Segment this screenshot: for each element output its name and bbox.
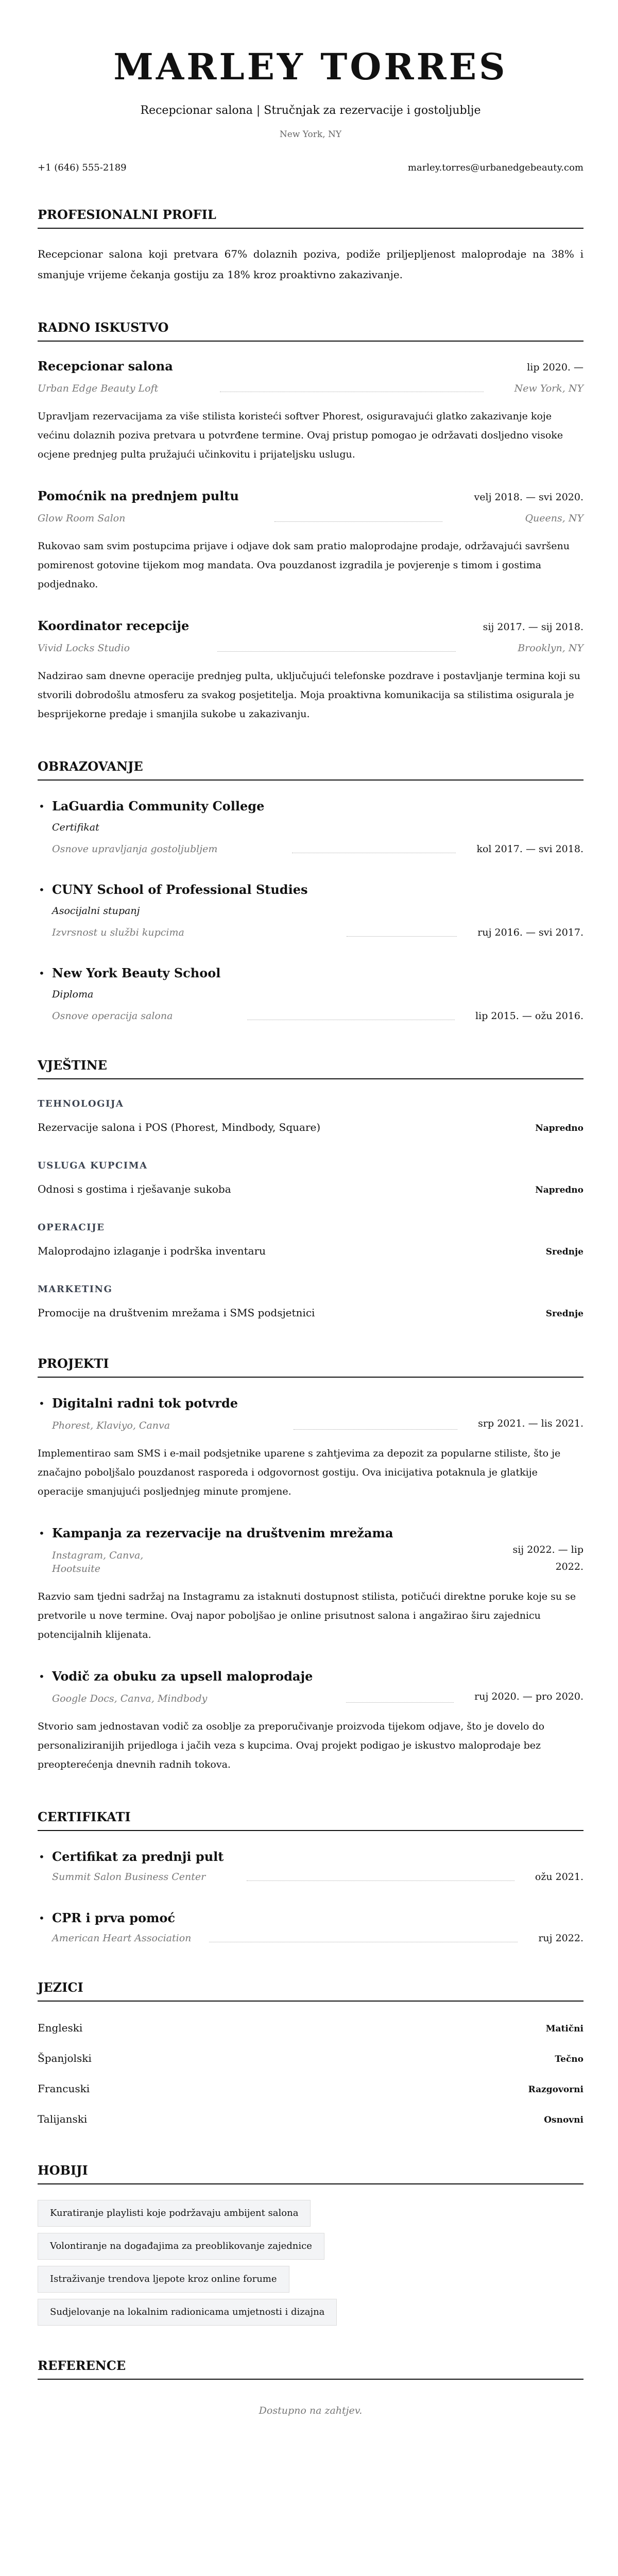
- project-title: Digitalni radni tok potvrde: [52, 1396, 238, 1411]
- language-row: [38, 2050, 583, 2067]
- certificates-section: [38, 1809, 583, 1945]
- language-level: Tečno: [555, 2054, 583, 2064]
- section-heading: VJEŠTINE: [38, 1058, 583, 1079]
- education-entry: [38, 882, 583, 939]
- language-row: [38, 2111, 583, 2128]
- skill-row: [38, 1306, 583, 1321]
- project-dates: srp 2021. — lis 2021.: [478, 1418, 583, 1429]
- hobby-tags: [38, 2200, 583, 2326]
- projects-section: [38, 1356, 583, 1774]
- hobby-tag: Sudjelovanje na lokalnim radionicama umjetnosti i dizajna: [38, 2299, 337, 2326]
- section-heading: REFERENCE: [38, 2358, 583, 2380]
- project-tech: Instagram, Canva, Hootsuite: [52, 1550, 144, 1574]
- hobbies-section: [38, 2163, 583, 2326]
- certificate-name: Certifikat za prednji pult: [52, 1849, 224, 1864]
- school-name: CUNY School of Professional Studies: [52, 882, 308, 897]
- education-entry: [38, 965, 583, 1023]
- job-entry: [38, 358, 583, 464]
- skill-name: Rezervacije salona i POS (Phorest, Mindbody, Square): [38, 1121, 321, 1133]
- job-description: Nadzirao sam dnevne operacije prednjeg pulta, uključujući telefonske pozdrave i postavljanje termina koji su stvorili dobrodošlu atmosferu za svakog posjetitelja. Moja proaktivna komunikacija sa stilistima osigurala je besprijekorne predaje i smanjila sukobe u zakazivanju.: [38, 670, 580, 720]
- skill-level: Srednje: [545, 1247, 583, 1257]
- project-tech: Phorest, Klaviyo, Canva: [52, 1420, 170, 1431]
- job-dates: lip 2020. —: [527, 362, 583, 373]
- skills-section: [38, 1058, 583, 1321]
- skill-name: Maloprodajno izlaganje i podrška inventaru: [38, 1245, 266, 1257]
- project-entry: [38, 1668, 583, 1774]
- job-description: Upravljam rezervacijama za više stilista koristeći softver Phorest, osiguravajući glatko zakazivanje koje većinu dolaznih poziva pretvara u potvrđene termine. Ovaj pristup pomogao je održavati dosljedno visoke ocjene prednjeg pulta pružajući učinkovitu i prijateljsku uslugu.: [38, 411, 563, 460]
- language-name: Talijanski: [38, 2113, 88, 2125]
- project-entry: [38, 1525, 583, 1645]
- field-of-study: Izvrsnost u službi kupcima: [52, 927, 184, 938]
- hobby-tag: Istraživanje trendova ljepote kroz online forume: [38, 2266, 289, 2293]
- job-title: Koordinator recepcije: [38, 618, 190, 633]
- field-of-study: Osnove operacija salona: [52, 1010, 173, 1022]
- skill-category: TEHNOLOGIJA: [38, 1098, 124, 1109]
- certificate-date: ožu 2021.: [535, 1871, 583, 1883]
- candidate-subtitle: Recepcionar salona | Stručnjak za rezervacije i gostoljublje: [140, 104, 481, 117]
- language-name: Engleski: [38, 2022, 83, 2034]
- job-title: Pomoćnik na prednjem pultu: [38, 488, 239, 503]
- project-title: Vodič za obuku za upsell maloprodaje: [52, 1669, 313, 1684]
- project-description: Razvio sam tjedni sadržaj na Instagramu za istaknuti dostupnost stilista, potičući direktne poruke koje su se pretvorile u nove termine. Ovaj napor poboljšao je online prisutnost salona i angažirao širu zajednicu potencijalnih klijenata.: [38, 1591, 576, 1640]
- degree: Asocijalni stupanj: [52, 905, 140, 917]
- certificate-date: ruj 2022.: [538, 1933, 583, 1944]
- dotted-leader: [247, 1880, 514, 1881]
- section-heading: OBRAZOVANJE: [38, 759, 583, 781]
- phone[interactable]: +1 (646) 555-2189: [38, 162, 127, 173]
- profile-section: [38, 207, 583, 285]
- candidate-location: New York, NY: [279, 129, 342, 140]
- education-dates: ruj 2016. — svi 2017.: [477, 927, 583, 938]
- section-heading: PROJEKTI: [38, 1356, 583, 1378]
- skill-name: Odnosi s gostima i rješavanje sukoba: [38, 1183, 231, 1195]
- references-section: [38, 2358, 583, 2417]
- certificate-entry: [38, 1849, 583, 1884]
- field-of-study: Osnove upravljanja gostoljubljem: [52, 843, 218, 855]
- job-description: Rukovao sam svim postupcima prijave i odjave dok sam pratio maloprodajne prodaje, održavajući savršenu pomirenost gotovine tijekom mog mandata. Ova pouzdanost izgradila je povjerenje s timom i gostima podjednako.: [38, 540, 570, 590]
- education-entry: [38, 798, 583, 856]
- degree: Certifikat: [52, 822, 99, 833]
- skill-level: Napredno: [535, 1123, 583, 1133]
- bullet-icon: •: [39, 800, 45, 812]
- contact-row: [38, 162, 583, 174]
- certificate-issuer: American Heart Association: [52, 1933, 192, 1944]
- language-row: [38, 2020, 583, 2037]
- dotted-leader: [294, 1429, 457, 1430]
- skill-row: [38, 1120, 583, 1136]
- section-heading: HOBIJI: [38, 2163, 583, 2184]
- skill-name: Promocije na društvenim mrežama i SMS podsjetnici: [38, 1307, 315, 1319]
- project-description: Stvorio sam jednostavan vodič za osoblje za preporučivanje proizvoda tijekom odjave, što je dovelo do personaliziranijih prijedloga i jačih veza s kupcima. Ovaj projekt podigao je iskustvo maloprodaje bez preopterećenja dnevnih radnih tokova.: [38, 1721, 545, 1770]
- job-company: Glow Room Salon: [38, 513, 126, 524]
- resume-header: [38, 45, 583, 174]
- job-dates: sij 2017. — sij 2018.: [483, 621, 583, 633]
- section-heading: PROFESIONALNI PROFIL: [38, 207, 583, 229]
- project-description: Implementirao sam SMS i e-mail podsjetnike uparene s zahtjevima za depozit za popularne stiliste, što je značajno poboljšalo pouzdanost rasporeda i odgovornost gostiju. Ova inicijativa potaknula je glatkije operacije smanjujući posljednjeg minute promjene.: [38, 1448, 561, 1497]
- languages-section: [38, 1980, 583, 2128]
- school-name: New York Beauty School: [52, 965, 221, 980]
- job-location: Queens, NY: [525, 513, 583, 524]
- project-tech: Google Docs, Canva, Mindbody: [52, 1693, 208, 1704]
- section-heading: RADNO ISKUSTVO: [38, 320, 583, 342]
- job-entry: [38, 618, 583, 724]
- language-level: Matični: [545, 2024, 583, 2034]
- skill-level: Napredno: [535, 1185, 583, 1195]
- references-text: Dostupno na zahtjev.: [259, 2405, 363, 2416]
- section-heading: CERTIFIKATI: [38, 1809, 583, 1831]
- email[interactable]: marley.torres@urbanedgebeauty.com: [407, 162, 583, 173]
- job-company: Urban Edge Beauty Loft: [38, 383, 159, 394]
- language-level: Razgovorni: [528, 2084, 583, 2095]
- education-dates: kol 2017. — svi 2018.: [476, 843, 583, 855]
- candidate-name: MARLEY TORRES: [113, 45, 508, 88]
- project-title: Kampanja za rezervacije na društvenim mrežama: [52, 1526, 393, 1540]
- bullet-icon: •: [39, 884, 45, 896]
- language-name: Francuski: [38, 2082, 90, 2095]
- bullet-icon: •: [39, 1670, 45, 1683]
- dotted-leader: [217, 651, 456, 652]
- dotted-leader: [274, 521, 442, 522]
- language-name: Španjolski: [38, 2052, 92, 2064]
- job-dates: velj 2018. — svi 2020.: [474, 492, 583, 503]
- dotted-leader: [347, 936, 457, 937]
- bullet-icon: •: [39, 1397, 45, 1410]
- degree: Diploma: [52, 989, 94, 1000]
- bullet-icon: •: [39, 967, 45, 979]
- education-section: [38, 759, 583, 1023]
- skill-category: USLUGA KUPCIMA: [38, 1160, 148, 1171]
- skill-level: Srednje: [545, 1309, 583, 1319]
- school-name: LaGuardia Community College: [52, 799, 265, 814]
- job-company: Vivid Locks Studio: [38, 642, 130, 654]
- bullet-icon: •: [39, 1527, 45, 1539]
- project-dates: ruj 2020. — pro 2020.: [474, 1691, 583, 1702]
- experience-section: [38, 320, 583, 724]
- job-location: Brooklyn, NY: [518, 642, 583, 654]
- skill-category: OPERACIJE: [38, 1222, 105, 1233]
- section-heading: JEZICI: [38, 1980, 583, 2002]
- certificate-name: CPR i prva pomoć: [52, 1910, 176, 1925]
- hobby-tag: Volontiranje na događajima za preoblikovanje zajednice: [38, 2233, 324, 2260]
- hobby-tag: Kuratiranje playlisti koje podržavaju ambijent salona: [38, 2200, 311, 2227]
- project-entry: [38, 1395, 583, 1501]
- language-row: [38, 2081, 583, 2097]
- certificate-issuer: Summit Salon Business Center: [52, 1871, 206, 1883]
- bullet-icon: •: [39, 1912, 45, 1924]
- language-level: Osnovni: [544, 2115, 583, 2125]
- skill-category: MARKETING: [38, 1284, 113, 1295]
- dotted-leader: [346, 1702, 454, 1703]
- education-dates: lip 2015. — ožu 2016.: [475, 1010, 583, 1022]
- skill-row: [38, 1182, 583, 1197]
- skill-row: [38, 1244, 583, 1259]
- project-dates: sij 2022. — lip 2022.: [512, 1544, 583, 1572]
- bullet-icon: •: [39, 1851, 45, 1863]
- job-entry: [38, 488, 583, 594]
- job-title: Recepcionar salona: [38, 359, 173, 374]
- profile-text: Recepcionar salona koji pretvara 67% dolaznih poziva, podiže priljepljenost maloprodaje na 38% i smanjuje vrijeme čekanja gostiju za 18% kroz proaktivno zakazivanje.: [38, 248, 583, 281]
- job-location: New York, NY: [514, 383, 583, 394]
- certificate-entry: [38, 1910, 583, 1945]
